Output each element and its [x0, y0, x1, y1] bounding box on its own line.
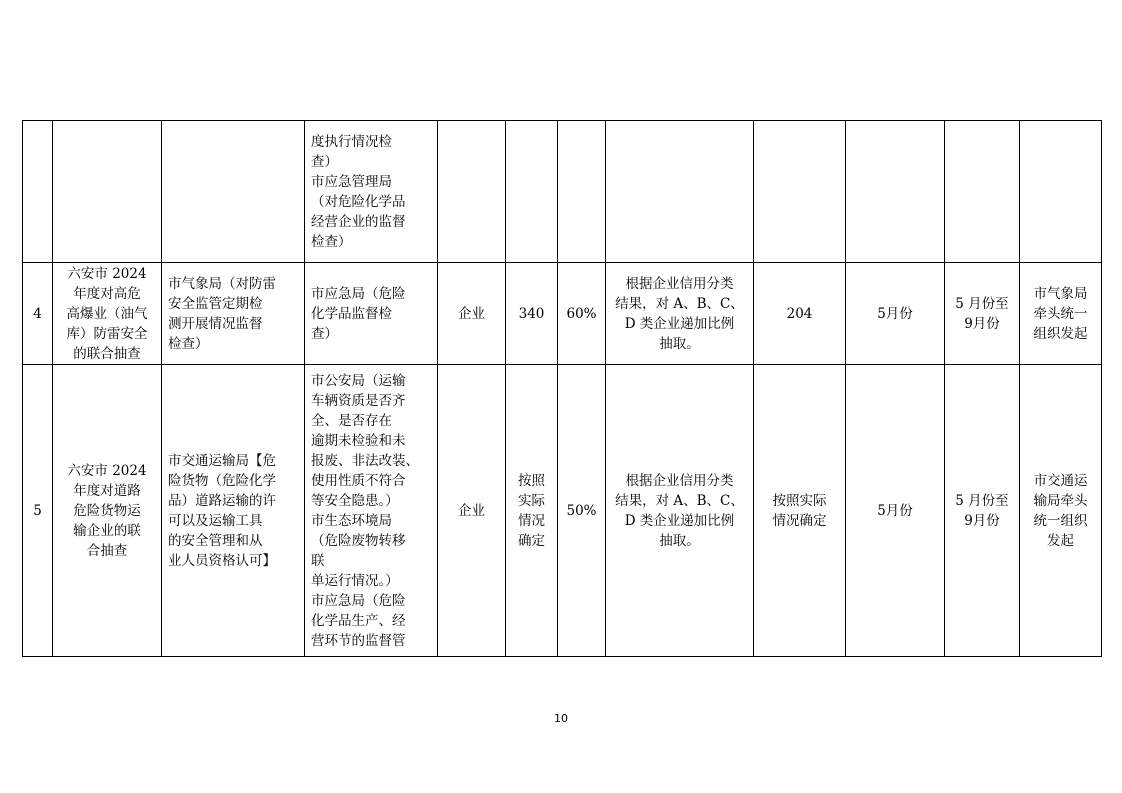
text-line: 单运行情况。） [311, 572, 399, 589]
target-count [506, 365, 558, 657]
task-name [53, 263, 162, 365]
organizer [1020, 263, 1102, 365]
sampling-method [606, 365, 754, 657]
text-line: 化学品生产、经 [311, 612, 406, 629]
page-number: 10 [554, 712, 568, 725]
text-line: 品）道路运输的许 [168, 492, 276, 509]
participating-depts [305, 121, 438, 263]
text-line: 5 月份至 [955, 295, 1009, 312]
text-line: 按照 [518, 472, 545, 489]
table-row [23, 365, 1102, 657]
text-line: 抽取。 [659, 335, 700, 352]
text-line: 营环节的监督管 [311, 632, 406, 649]
lead-dept [162, 365, 305, 657]
start-time: 5月份 [846, 365, 945, 657]
organizer [1020, 365, 1102, 657]
text-line: 市公安局（运输 [311, 372, 406, 389]
text-line: 库）防雷安全 [66, 325, 148, 342]
participating-depts [305, 263, 438, 365]
target-count: 340 [506, 263, 558, 365]
sampling-method [606, 263, 754, 365]
text-line: 危险货物运 [73, 502, 141, 519]
text-line: 的安全管理和从 [168, 532, 263, 549]
text-line: 结果，对 A、B、C、 [615, 295, 744, 312]
check-target: 企业 [438, 263, 506, 365]
text-line: 险货物（危险化学 [168, 472, 276, 489]
text-line: 市应急管理局 [311, 173, 392, 190]
task-name [53, 365, 162, 657]
text-line: 5 月份至 [955, 492, 1009, 509]
row-index [23, 121, 53, 263]
sample-count [754, 121, 846, 263]
text-line: 组织发起 [1033, 325, 1088, 342]
text-line: 六安市 2024 [67, 462, 147, 479]
text-line: 输局牵头 [1033, 492, 1088, 509]
text-line: 经营企业的监督 [311, 213, 406, 230]
text-line: 查） [311, 325, 338, 342]
text-line: 市应急局（危险 [311, 592, 406, 609]
lead-dept [162, 121, 305, 263]
text-line: 情况确定 [772, 512, 827, 529]
text-line: 报废、非法改装、 [311, 452, 419, 469]
text-line: 全、是否存在 [311, 412, 392, 429]
sample-count: 204 [754, 263, 846, 365]
period [945, 263, 1020, 365]
text-line: 实际 [518, 492, 545, 509]
inspection-table [22, 120, 1102, 657]
text-line: 按照实际 [772, 492, 827, 509]
text-line: 发起 [1047, 532, 1074, 549]
row-index: 4 [23, 263, 53, 365]
text-line: 业人员资格认可】 [168, 552, 276, 569]
participating-depts [305, 365, 438, 657]
text-line: 高爆业（油气 [66, 305, 148, 322]
period [945, 121, 1020, 263]
lead-dept [162, 263, 305, 365]
text-line: 等安全隐患。） [311, 492, 399, 509]
text-line: 安全监管定期检 [168, 295, 263, 312]
text-line: 市交通运 [1033, 472, 1088, 489]
sample-ratio: 60% [558, 263, 606, 365]
text-line: 联 [311, 552, 325, 569]
text-line: 结果，对 A、B、C、 [615, 492, 744, 509]
text-line: 9月份 [964, 315, 1000, 332]
row-index: 5 [23, 365, 53, 657]
sample-ratio: 50% [558, 365, 606, 657]
text-line: 化学品监督检 [311, 305, 392, 322]
text-line: 检查） [168, 335, 209, 352]
start-time: 5月份 [846, 263, 945, 365]
target-count [506, 121, 558, 263]
text-line: 度执行情况检 [311, 133, 392, 150]
text-line: 六安市 2024 [67, 265, 147, 282]
text-line: 年度对高危 [73, 285, 141, 302]
text-line: 可以及运输工具 [168, 512, 263, 529]
text-line: 市应急局（危险 [311, 285, 406, 302]
table-row [23, 263, 1102, 365]
text-line: （危险废物转移 [311, 532, 406, 549]
text-line: 合抽查 [86, 542, 128, 559]
text-line: 车辆资质是否齐 [311, 392, 406, 409]
text-line: 根据企业信用分类 [625, 275, 734, 292]
text-line: 测开展情况监督 [168, 315, 263, 332]
text-line: 市气象局 [1033, 285, 1088, 302]
text-line: 市气象局（对防雷 [168, 275, 276, 292]
check-target [438, 121, 506, 263]
text-line: 年度对道路 [73, 482, 141, 499]
task-name [53, 121, 162, 263]
sample-ratio [558, 121, 606, 263]
table-row [23, 121, 1102, 263]
text-line: 查） [311, 153, 338, 170]
text-line: 输企业的联 [73, 522, 141, 539]
text-line: 的联合抽查 [73, 345, 141, 362]
sampling-method [606, 121, 754, 263]
text-line: D 类企业递加比例 [624, 315, 735, 332]
text-line: 根据企业信用分类 [625, 472, 734, 489]
text-line: 市生态环境局 [311, 512, 392, 529]
check-target: 企业 [438, 365, 506, 657]
text-line: 牵头统一 [1033, 305, 1088, 322]
start-time [846, 121, 945, 263]
text-line: 9月份 [964, 512, 1000, 529]
period [945, 365, 1020, 657]
text-line: 确定 [518, 532, 545, 549]
text-line: 情况 [518, 512, 545, 529]
text-line: （对危险化学品 [311, 193, 406, 210]
text-line: 检查） [311, 233, 352, 250]
sample-count [754, 365, 846, 657]
text-line: 使用性质不符合 [311, 472, 406, 489]
text-line: D 类企业递加比例 [624, 512, 735, 529]
text-line: 市交通运输局【危 [168, 452, 276, 469]
organizer [1020, 121, 1102, 263]
text-line: 抽取。 [659, 532, 700, 549]
text-line: 逾期未检验和未 [311, 432, 406, 449]
text-line: 统一组织 [1033, 512, 1088, 529]
